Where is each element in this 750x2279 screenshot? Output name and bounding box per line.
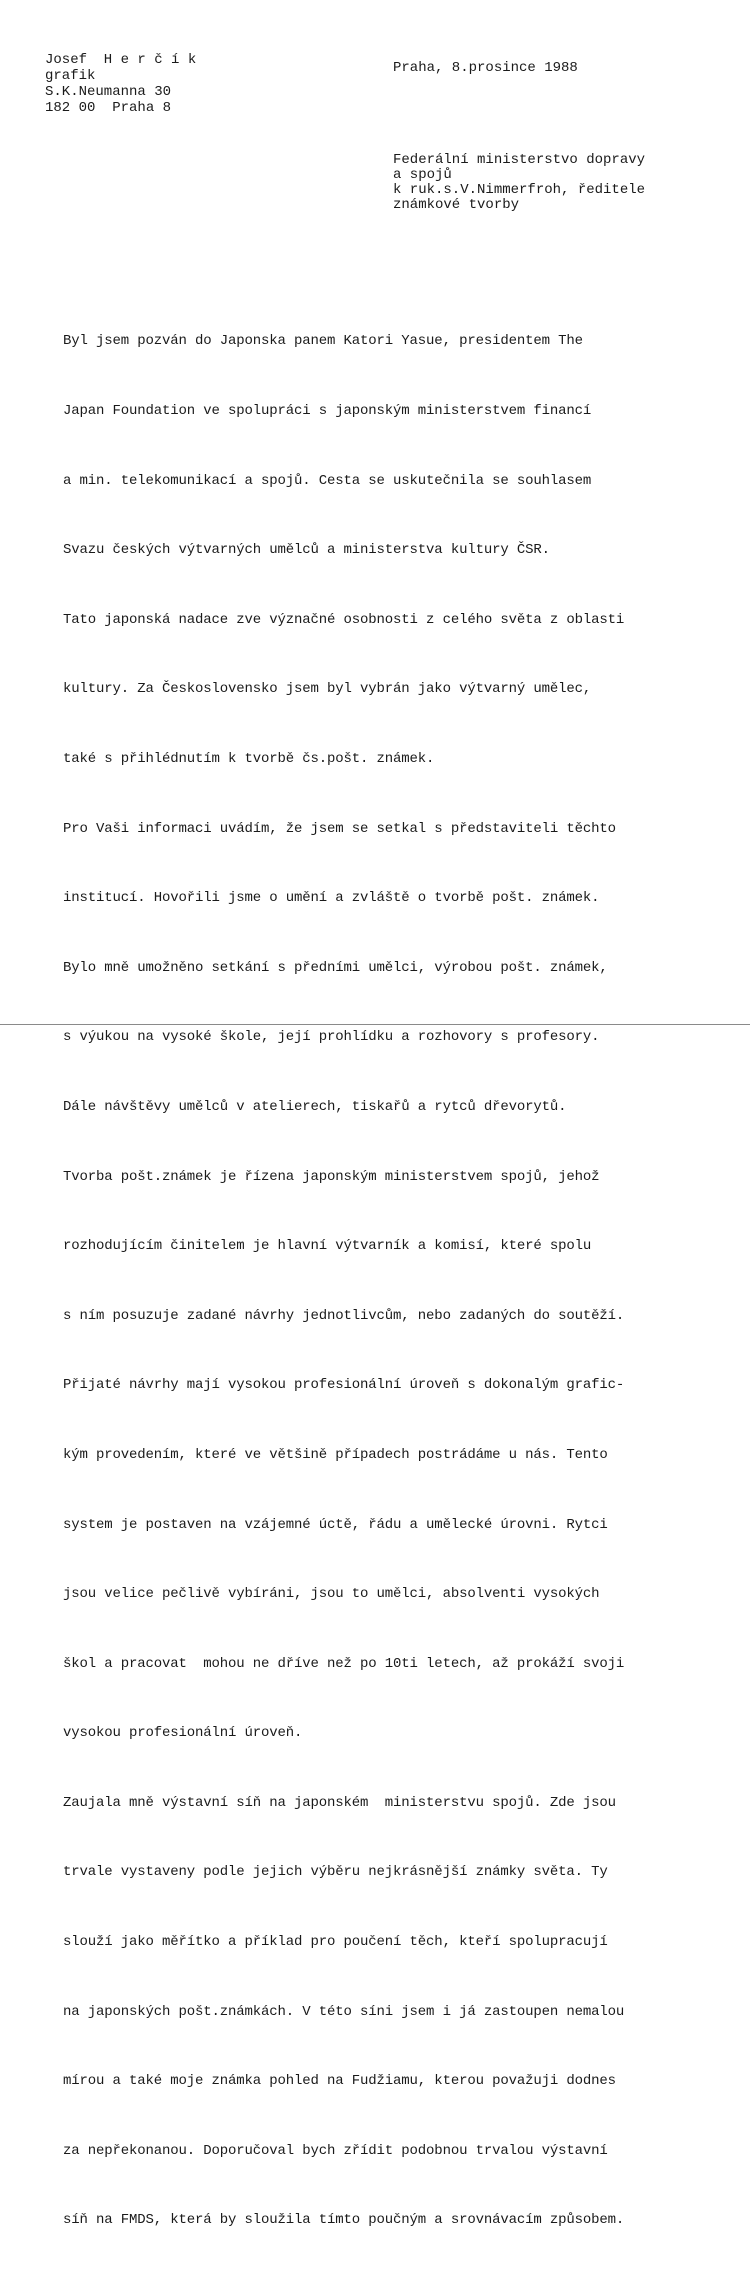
body-line: Dále návštěvy umělců v atelierech, tiskařů a rytců dřevorytů. — [63, 1098, 567, 1115]
body-line: Tvorba pošt.známek je řízena japonským ministerstvem spojů, jehož — [63, 1168, 600, 1185]
body-line: slouží jako měřítko a příklad pro poučení těch, kteří spolupracují — [63, 1934, 608, 1951]
body-line: Svazu českých výtvarných umělců a ministerstva kultury ČSR. — [63, 542, 550, 559]
body-line: škol a pracovat mohou ne dříve než po 10ti letech, až prokáží svoji — [63, 1655, 625, 1672]
recipient-line: Federální ministerstvo dopravy — [393, 152, 646, 168]
scan-edge-divider — [0, 1024, 750, 1025]
body-line: Pro Vaši informaci uvádím, že jsem se setkal s představiteli těchto — [63, 820, 616, 837]
sender-city: 182 00 Praha 8 — [45, 100, 172, 116]
body-line: kultury. Za Československo jsem byl vybrán jako výtvarný umělec, — [63, 681, 592, 698]
body-line: rozhodujícím činitelem je hlavní výtvarník a komisí, které spolu — [63, 1238, 592, 1255]
body-line: kým provedením, které ve většině případech postrádáme u nás. Tento — [63, 1446, 608, 1463]
body-line: síň na FMDS, která by sloužila tímto poučným a srovnávacím způsobem. — [63, 2212, 625, 2229]
body-line: mírou a také moje známka pohled na Fudžiamu, kterou považuji dodnes — [63, 2073, 616, 2090]
body-line: institucí. Hovořili jsme o umění a zvláště o tvorbě pošt. známek. — [63, 890, 600, 907]
recipient-address-block — [393, 153, 645, 213]
body-line: s ním posuzuje zadané návrhy jednotlivcům, nebo zadaných do soutěží. — [63, 1307, 625, 1324]
body-line: Bylo mně umožněno setkání s předními umělci, výrobou pošt. známek, — [63, 959, 608, 976]
sender-address-block — [45, 52, 196, 116]
body-line: na japonských pošt.známkách. V této síni jsem i já zastoupen nemalou — [63, 2003, 625, 2020]
body-line: Přijaté návrhy mají vysokou profesionální úroveň s dokonalým grafic- — [63, 1377, 625, 1394]
body-line: a min. telekomunikací a spojů. Cesta se uskutečnila se souhlasem — [63, 472, 592, 489]
recipient-line: a spojů — [393, 167, 452, 183]
letter-body — [63, 284, 743, 2279]
recipient-line: k ruk.s.V.Nimmerfroh, ředitele — [393, 182, 646, 198]
sender-profession: grafik — [45, 68, 96, 84]
body-line: jsou velice pečlivě vybíráni, jsou to umělci, absolventi vysokých — [63, 1586, 600, 1603]
letter-date: Praha, 8.prosince 1988 — [393, 60, 578, 76]
body-line: Zaujala mně výstavní síň na japonském ministerstvu spojů. Zde jsou — [63, 1794, 616, 1811]
sender-street: S.K.Neumanna 30 — [45, 84, 172, 100]
recipient-line: známkové tvorby — [393, 197, 520, 213]
body-line: za nepřekonanou. Doporučoval bych zřídit podobnou trvalou výstavní — [63, 2142, 608, 2159]
sender-name: Josef H e r č í k — [45, 52, 197, 68]
body-line: s výukou na vysoké škole, její prohlídku a rozhovory s profesory. — [63, 1029, 600, 1046]
body-line: system je postaven na vzájemné úctě, řádu a umělecké úrovni. Rytci — [63, 1516, 608, 1533]
body-line: také s přihlédnutím k tvorbě čs.pošt. známek. — [63, 750, 435, 767]
body-line: Byl jsem pozván do Japonska panem Katori Yasue, presidentem The — [63, 333, 583, 350]
body-line: Japan Foundation ve spolupráci s japonským ministerstvem financí — [63, 403, 592, 419]
body-line: Tato japonská nadace zve význačné osobnosti z celého světa z oblasti — [63, 611, 625, 628]
body-line: vysokou profesionální úroveň. — [63, 1725, 303, 1742]
body-line: trvale vystaveny podle jejich výběru nejkrásnější známky světa. Ty — [63, 1864, 608, 1881]
